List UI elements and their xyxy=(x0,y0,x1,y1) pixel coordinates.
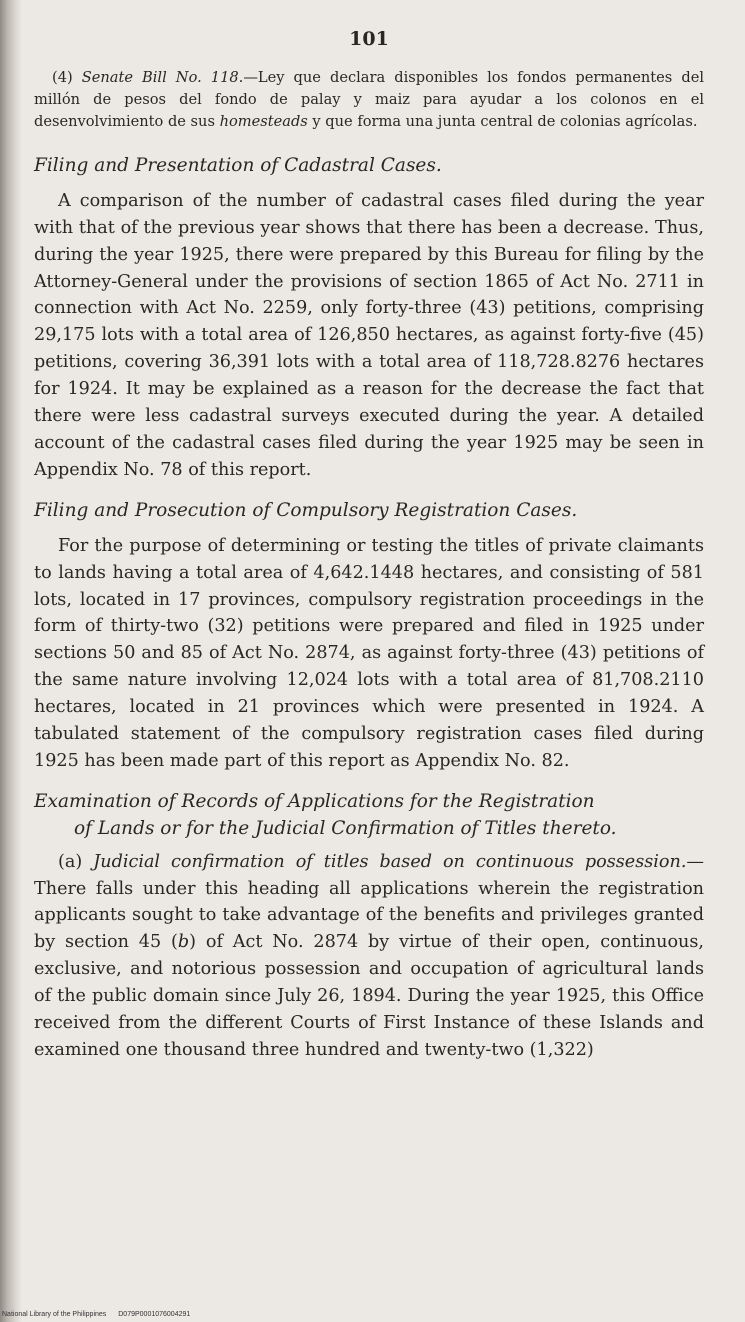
examination-heading-line1: Examination of Records of Applications for the Registration xyxy=(34,790,595,812)
sub-label: (a) xyxy=(58,851,94,872)
sub-heading: Judicial confirmation of titles based on continuous possession. xyxy=(93,851,687,872)
examination-heading xyxy=(34,789,704,843)
examination-heading-line2: of Lands or for the Judicial Confirmation of Titles thereto. xyxy=(74,817,617,839)
footer-code: D079P0001076004291 xyxy=(118,1311,191,1318)
document-page xyxy=(34,26,704,1078)
examination-paragraph xyxy=(34,849,704,1064)
note-text: —Ley que declara disponibles los fondos permanentes del millón de pesos del fondo de palay y maiz para ayudar a los colonos en el desenvolvimiento de sus xyxy=(34,68,704,130)
note-text-end: y que forma una junta central de colonias agrícolas. xyxy=(307,112,698,130)
note-italic-word: homesteads xyxy=(219,112,308,130)
examination-body-a: —There falls under this heading all applications wherein the registration applicants sought to take advantage of the benefits and privileges granted by section 45 ( xyxy=(34,851,705,953)
compulsory-heading: Filing and Prosecution of Compulsory Registration Cases. xyxy=(34,499,578,521)
scan-footer xyxy=(2,1311,200,1318)
page-number: 101 xyxy=(349,28,389,50)
cadastral-paragraph: A comparison of the number of cadastral cases filed during the year with that of the previous year shows that there has been a decrease. Thus, during the year 1925, there were prepared by this Bureau for filing by the Attorney-General under the provisions of section 1865 of Act No. 2711 in connection with Act No. 2259, only forty-three (43) petitions, comprising 29,175 lots with a total area of 126,850 hectares, as against forty-five (45) petitions, covering 36,391 lots with a total area of 118,728.8276 hectares for 1924. It may be explained as a reason for the decrease the fact that there were less cadastral surveys executed during the year. A detailed account of the cadastral cases filed during the year 1925 may be seen in Appendix No. 78 of this report. xyxy=(34,190,704,480)
page-binding-edge xyxy=(0,0,22,1322)
senate-bill-note xyxy=(34,67,704,133)
note-bill-title: Senate Bill No. 118. xyxy=(81,68,244,86)
cadastral-heading: Filing and Presentation of Cadastral Cases. xyxy=(34,154,442,176)
examination-body-b: b xyxy=(177,932,190,953)
compulsory-paragraph: For the purpose of determining or testing the titles of private claimants to lands having a total area of 4,642.1448 hectares, and consisting of 581 lots, located in 17 provinces, compulsory registration proceedings in the form of thirty-two (32) petitions were prepared and filed in 1925 under sections 50 and 85 of Act No. 2874, as against forty-three (43) petitions of the same nature involving 12,024 lots with a total area of 81,708.2110 hectares, located in 21 provinces which were presented in 1924. A tabulated statement of the compulsory registration cases filed during 1925 has been made part of this report as Appendix No. 82. xyxy=(34,535,704,771)
examination-body-c: ) of Act No. 2874 by virtue of their open, continuous, exclusive, and notorious possession and occupation of agricultural lands of the public domain since July 26, 1894. During the year 1925, this Office received from the different Courts of First Instance of these Islands and examined one thousand three hundred and twenty-two (1,322) xyxy=(34,932,704,1060)
footer-library: National Library of the Philippines xyxy=(2,1311,107,1318)
note-prefix: (4) xyxy=(52,68,82,86)
